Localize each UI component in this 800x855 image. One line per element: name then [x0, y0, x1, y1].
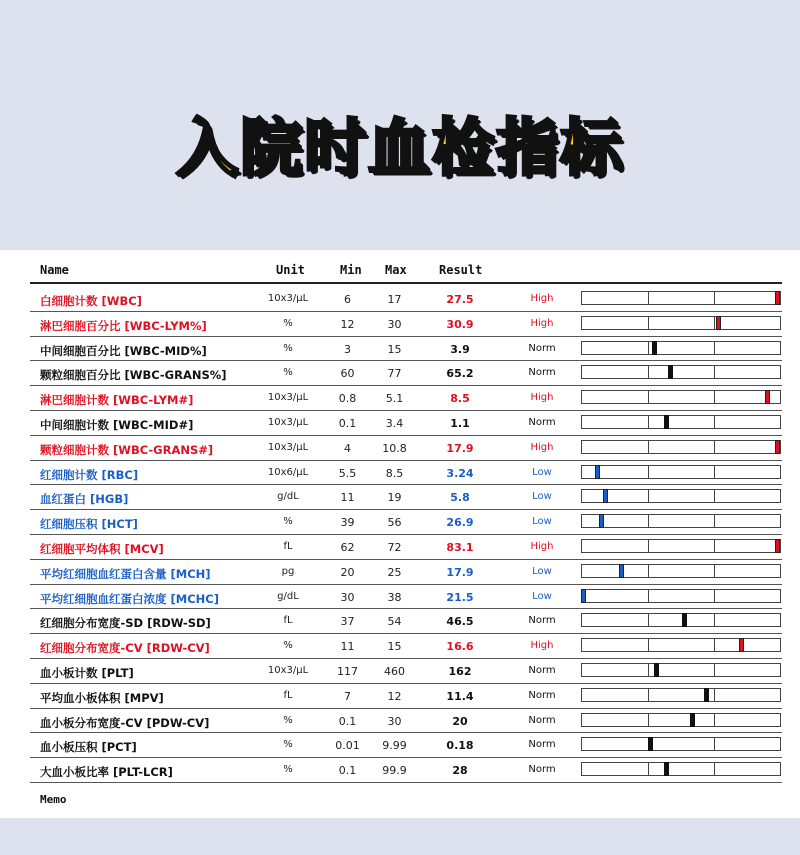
test-min: 6	[344, 293, 351, 306]
test-result: 162	[448, 665, 472, 678]
test-unit: fL	[283, 541, 293, 552]
range-gauge	[581, 713, 781, 727]
header-name: Name	[40, 263, 69, 277]
gauge-marker	[775, 291, 780, 305]
test-min: 0.1	[338, 764, 357, 778]
table-row	[0, 312, 800, 337]
test-min: 62	[340, 541, 355, 554]
table-row	[0, 585, 800, 610]
test-max: 30	[387, 714, 402, 728]
gauge-tick	[714, 664, 715, 676]
test-min: 39	[340, 516, 355, 530]
test-unit: %	[283, 367, 293, 379]
range-gauge	[581, 440, 781, 454]
gauge-tick	[648, 366, 649, 378]
gauge-marker	[619, 564, 624, 578]
table-row	[0, 560, 800, 585]
test-result: 65.2	[446, 367, 474, 381]
test-unit: 10x3/μL	[267, 441, 309, 453]
page-title: 入院时血检指标	[175, 111, 624, 184]
test-unit: 10x3/μL	[267, 417, 309, 428]
test-name: 红细胞压积 [HCT]	[40, 517, 138, 532]
range-gauge	[581, 316, 781, 330]
test-name: 血小板计数 [PLT]	[40, 666, 134, 680]
test-unit: %	[283, 516, 293, 528]
test-max: 77	[387, 367, 402, 381]
test-unit: fL	[283, 615, 293, 627]
test-flag: Low	[532, 491, 552, 503]
table-row	[0, 485, 800, 510]
test-min: 5.5	[338, 466, 357, 480]
test-flag: Low	[532, 466, 552, 478]
test-unit: %	[283, 764, 293, 776]
gauge-tick	[714, 441, 715, 453]
gauge-tick	[714, 540, 715, 552]
gauge-tick	[648, 714, 649, 726]
test-result: 0.18	[446, 739, 474, 753]
test-flag: Norm	[528, 615, 556, 627]
range-gauge	[581, 762, 781, 776]
gauge-marker	[654, 663, 659, 677]
test-max: 9.99	[382, 739, 407, 753]
test-max: 8.5	[385, 466, 404, 480]
test-result: 46.5	[446, 615, 474, 629]
test-flag: Norm	[528, 714, 556, 726]
gauge-tick	[648, 441, 649, 453]
test-unit: %	[283, 317, 293, 329]
test-flag: Norm	[528, 739, 556, 751]
table-row	[0, 287, 800, 312]
row-divider	[30, 782, 782, 783]
test-min: 0.1	[338, 417, 357, 430]
gauge-tick	[714, 639, 715, 651]
test-flag: Norm	[528, 665, 556, 676]
lab-result-sheet	[0, 250, 800, 818]
table-row	[0, 535, 800, 560]
table-row	[0, 386, 800, 411]
range-gauge	[581, 390, 781, 404]
header-unit: Unit	[276, 263, 305, 277]
test-min: 0.1	[338, 714, 357, 728]
test-name: 平均红细胞血红蛋白含量 [MCH]	[40, 566, 211, 581]
test-unit: g/dL	[277, 491, 299, 503]
table-row	[0, 361, 800, 386]
test-unit: 10x6/μL	[267, 466, 309, 478]
test-name: 颗粒细胞百分比 [WBC-GRANS%]	[40, 368, 227, 383]
test-max: 5.1	[385, 392, 404, 406]
gauge-marker	[765, 390, 770, 404]
test-flag: Low	[532, 590, 552, 602]
gauge-tick	[648, 391, 649, 403]
test-min: 0.8	[338, 392, 357, 406]
test-result: 83.1	[446, 541, 474, 554]
header-result: Result	[439, 263, 483, 277]
test-name: 中间细胞百分比 [WBC-MID%]	[40, 343, 207, 358]
test-max: 10.8	[382, 441, 407, 455]
table-row	[0, 436, 800, 461]
table-row	[0, 461, 800, 486]
test-flag: Low	[532, 565, 552, 577]
header-max: Max	[385, 263, 407, 277]
test-max: 3.4	[385, 417, 404, 430]
test-result: 11.4	[446, 689, 474, 703]
test-max: 15	[387, 342, 402, 356]
test-result: 5.8	[450, 491, 470, 505]
test-unit: g/dL	[277, 590, 299, 602]
gauge-marker	[739, 638, 744, 652]
gauge-tick	[648, 590, 649, 602]
range-gauge	[581, 663, 781, 677]
header-divider	[30, 282, 782, 284]
range-gauge	[581, 613, 781, 627]
table-row	[0, 733, 800, 758]
test-unit: 10x3/μL	[267, 293, 309, 304]
test-unit: %	[283, 342, 293, 354]
test-min: 30	[340, 590, 355, 604]
test-result: 16.6	[446, 640, 474, 654]
table-row	[0, 411, 800, 436]
gauge-tick	[714, 763, 715, 775]
test-name: 血红蛋白 [HGB]	[40, 492, 129, 507]
test-max: 460	[384, 665, 405, 678]
gauge-tick	[714, 292, 715, 304]
test-min: 4	[344, 441, 351, 455]
test-max: 56	[387, 516, 402, 530]
gauge-marker	[595, 465, 600, 479]
test-min: 37	[340, 615, 355, 629]
range-gauge	[581, 638, 781, 652]
test-name: 颗粒细胞计数 [WBC-GRANS#]	[40, 442, 214, 457]
test-name: 淋巴细胞百分比 [WBC-LYM%]	[40, 318, 207, 333]
title-banner	[0, 0, 800, 250]
test-min: 60	[340, 367, 355, 381]
test-name: 中间细胞计数 [WBC-MID#]	[40, 418, 194, 432]
gauge-marker	[775, 539, 780, 553]
test-name: 红细胞计数 [RBC]	[40, 467, 139, 482]
memo-label: Memo	[40, 793, 67, 806]
gauge-marker	[775, 440, 780, 454]
gauge-marker	[664, 762, 669, 776]
test-flag: High	[530, 541, 554, 552]
test-result: 20	[452, 714, 468, 728]
table-header	[0, 260, 800, 282]
test-name: 大血小板比率 [PLT-LCR]	[40, 765, 173, 780]
table-row	[0, 510, 800, 535]
table-row	[0, 684, 800, 709]
table-row	[0, 634, 800, 659]
gauge-tick	[648, 763, 649, 775]
gauge-marker	[581, 589, 586, 603]
test-min: 11	[340, 491, 355, 505]
gauge-tick	[648, 540, 649, 552]
test-min: 3	[344, 342, 351, 356]
gauge-tick	[648, 614, 649, 626]
gauge-tick	[714, 515, 715, 527]
test-flag: High	[530, 392, 554, 404]
gauge-tick	[648, 342, 649, 354]
test-result: 17.9	[446, 441, 474, 455]
test-name: 平均血小板体积 [MPV]	[40, 690, 164, 705]
test-max: 15	[387, 640, 402, 654]
test-unit: %	[283, 739, 293, 751]
gauge-tick	[648, 565, 649, 577]
gauge-tick	[648, 317, 649, 329]
test-flag: Low	[532, 516, 552, 528]
test-max: 12	[387, 689, 402, 703]
test-flag: High	[530, 317, 554, 329]
test-flag: Norm	[528, 764, 556, 776]
range-gauge	[581, 489, 781, 503]
gauge-marker	[704, 688, 709, 702]
test-unit: %	[283, 714, 293, 726]
test-max: 54	[387, 615, 402, 629]
test-result: 27.5	[446, 293, 474, 306]
test-flag: High	[530, 441, 554, 453]
test-min: 117	[337, 665, 358, 678]
gauge-marker	[652, 341, 657, 355]
gauge-tick	[714, 366, 715, 378]
test-flag: Norm	[528, 689, 556, 701]
test-min: 20	[340, 565, 355, 579]
test-name: 红细胞分布宽度-SD [RDW-SD]	[40, 616, 211, 631]
test-name: 红细胞平均体积 [MCV]	[40, 542, 164, 556]
table-row	[0, 337, 800, 362]
gauge-marker	[716, 316, 721, 330]
test-name: 血小板压积 [PCT]	[40, 740, 137, 755]
gauge-tick	[648, 639, 649, 651]
test-max: 30	[387, 317, 402, 331]
gauge-tick	[714, 466, 715, 478]
test-flag: High	[530, 293, 554, 304]
test-result: 30.9	[446, 317, 474, 331]
gauge-tick	[648, 416, 649, 428]
range-gauge	[581, 415, 781, 429]
test-flag: Norm	[528, 342, 556, 354]
gauge-tick	[648, 292, 649, 304]
test-name: 红细胞分布宽度-CV [RDW-CV]	[40, 641, 210, 656]
test-unit: pg	[281, 565, 295, 577]
gauge-tick	[714, 416, 715, 428]
gauge-tick	[714, 490, 715, 502]
range-gauge	[581, 688, 781, 702]
gauge-tick	[714, 614, 715, 626]
test-unit: %	[283, 640, 293, 652]
gauge-tick	[648, 689, 649, 701]
gauge-marker	[648, 737, 653, 751]
gauge-marker	[603, 489, 608, 503]
range-gauge	[581, 365, 781, 379]
table-row	[0, 709, 800, 734]
test-result: 28	[452, 764, 468, 778]
table-row	[0, 758, 800, 783]
test-unit: 10x3/μL	[267, 392, 309, 404]
range-gauge	[581, 514, 781, 528]
gauge-tick	[714, 342, 715, 354]
gauge-marker	[690, 713, 695, 727]
gauge-marker	[668, 365, 673, 379]
test-min: 7	[344, 689, 351, 703]
gauge-tick	[648, 490, 649, 502]
range-gauge	[581, 539, 781, 553]
test-max: 25	[387, 565, 402, 579]
test-flag: Norm	[528, 417, 556, 428]
test-max: 38	[387, 590, 402, 604]
range-gauge	[581, 465, 781, 479]
test-max: 99.9	[382, 764, 407, 778]
test-name: 淋巴细胞计数 [WBC-LYM#]	[40, 393, 194, 408]
table-row	[0, 609, 800, 634]
gauge-marker	[599, 514, 604, 528]
test-min: 0.01	[335, 739, 360, 753]
gauge-marker	[664, 415, 669, 429]
test-unit: fL	[283, 689, 293, 701]
test-name: 白细胞计数 [WBC]	[40, 294, 142, 308]
test-unit: 10x3/μL	[267, 665, 309, 676]
range-gauge	[581, 737, 781, 751]
test-result: 8.5	[450, 392, 470, 406]
test-flag: High	[530, 640, 554, 652]
gauge-tick	[648, 664, 649, 676]
gauge-tick	[648, 515, 649, 527]
test-flag: Norm	[528, 367, 556, 379]
test-result: 26.9	[446, 516, 474, 530]
header-min: Min	[340, 263, 362, 277]
gauge-tick	[714, 391, 715, 403]
test-result: 21.5	[446, 590, 474, 604]
range-gauge	[581, 564, 781, 578]
test-result: 17.9	[446, 565, 474, 579]
gauge-tick	[714, 565, 715, 577]
range-gauge	[581, 589, 781, 603]
gauge-tick	[714, 590, 715, 602]
test-max: 72	[387, 541, 402, 554]
table-row	[0, 659, 800, 684]
test-min: 12	[340, 317, 355, 331]
gauge-tick	[714, 738, 715, 750]
test-result: 3.9	[450, 342, 470, 356]
gauge-tick	[714, 689, 715, 701]
range-gauge	[581, 341, 781, 355]
gauge-tick	[714, 714, 715, 726]
test-name: 血小板分布宽度-CV [PDW-CV]	[40, 715, 210, 730]
test-name: 平均红细胞血红蛋白浓度 [MCHC]	[40, 591, 219, 606]
range-gauge	[581, 291, 781, 305]
test-max: 19	[387, 491, 402, 505]
test-max: 17	[387, 293, 402, 306]
gauge-tick	[648, 466, 649, 478]
gauge-marker	[682, 613, 687, 627]
test-result: 3.24	[446, 466, 474, 480]
test-min: 11	[340, 640, 355, 654]
test-result: 1.1	[450, 417, 470, 430]
